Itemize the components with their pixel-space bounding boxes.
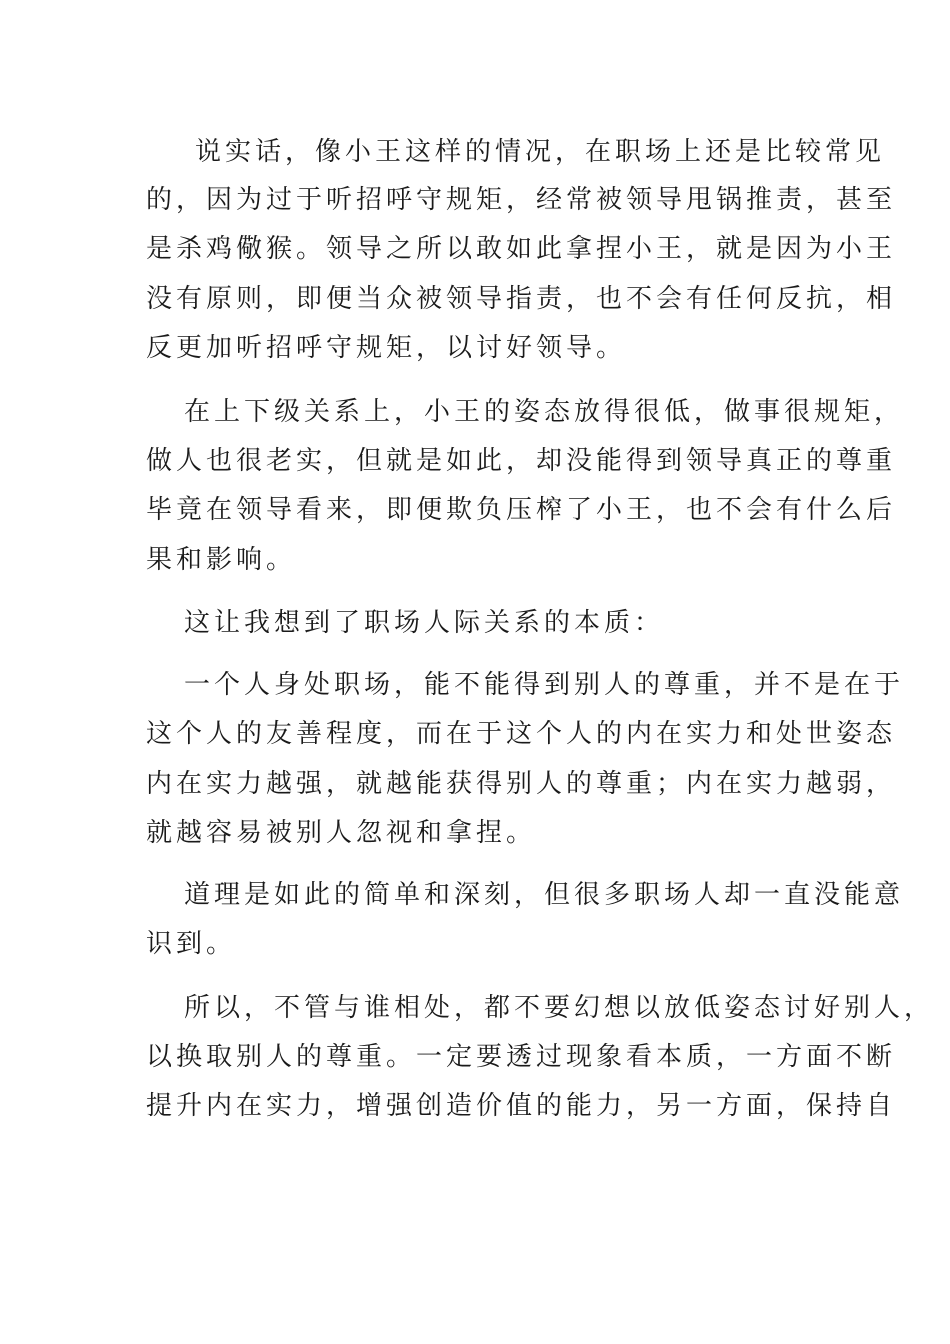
paragraph-1-line-3: 是杀鸡儆猴。领导之所以敢如此拿捏小王，就是因为小王 [146, 234, 897, 264]
paragraph-3-line-1: 这让我想到了职场人际关系的本质： [184, 608, 665, 638]
paragraph-1-line-4: 没有原则，即便当众被领导指责，也不会有任何反抗，相 [146, 284, 897, 314]
paragraph-4-line-3: 内在实力越强，就越能获得别人的尊重；内在实力越弱， [146, 769, 897, 799]
paragraph-1-line-2: 的，因为过于听招呼守规矩，经常被领导甩锅推责，甚至 [146, 185, 897, 215]
paragraph-1-line-5: 反更加听招呼守规矩，以讨好领导。 [146, 333, 627, 363]
paragraph-6-line-1: 所以，不管与谁相处，都不要幻想以放低姿态讨好别人， [184, 993, 935, 1023]
paragraph-2-line-1: 在上下级关系上，小王的姿态放得很低，做事很规矩， [184, 397, 905, 427]
paragraph-4-line-4: 就越容易被别人忽视和拿捏。 [146, 818, 537, 848]
paragraph-6-line-3: 提升内在实力，增强创造价值的能力，另一方面，保持自 [146, 1091, 897, 1121]
paragraph-4-line-2: 这个人的友善程度，而在于这个人的内在实力和处世姿态 [146, 719, 897, 749]
paragraph-2-line-3: 毕竟在领导看来，即便欺负压榨了小王，也不会有什么后 [146, 495, 897, 525]
paragraph-2-line-2: 做人也很老实，但就是如此，却没能得到领导真正的尊重 [146, 446, 897, 476]
paragraph-5-line-2: 识到。 [146, 929, 237, 959]
paragraph-6-line-2: 以换取别人的尊重。一定要透过现象看本质，一方面不断 [146, 1042, 897, 1072]
paragraph-2-line-4: 果和影响。 [146, 545, 297, 575]
paragraph-1-line-1: 说实话，像小王这样的情况，在职场上还是比较常见 [195, 137, 886, 167]
paragraph-5-line-1: 道理是如此的简单和深刻，但很多职场人却一直没能意 [184, 880, 905, 910]
paragraph-4-line-1: 一个人身处职场，能不能得到别人的尊重，并不是在于 [184, 670, 905, 700]
